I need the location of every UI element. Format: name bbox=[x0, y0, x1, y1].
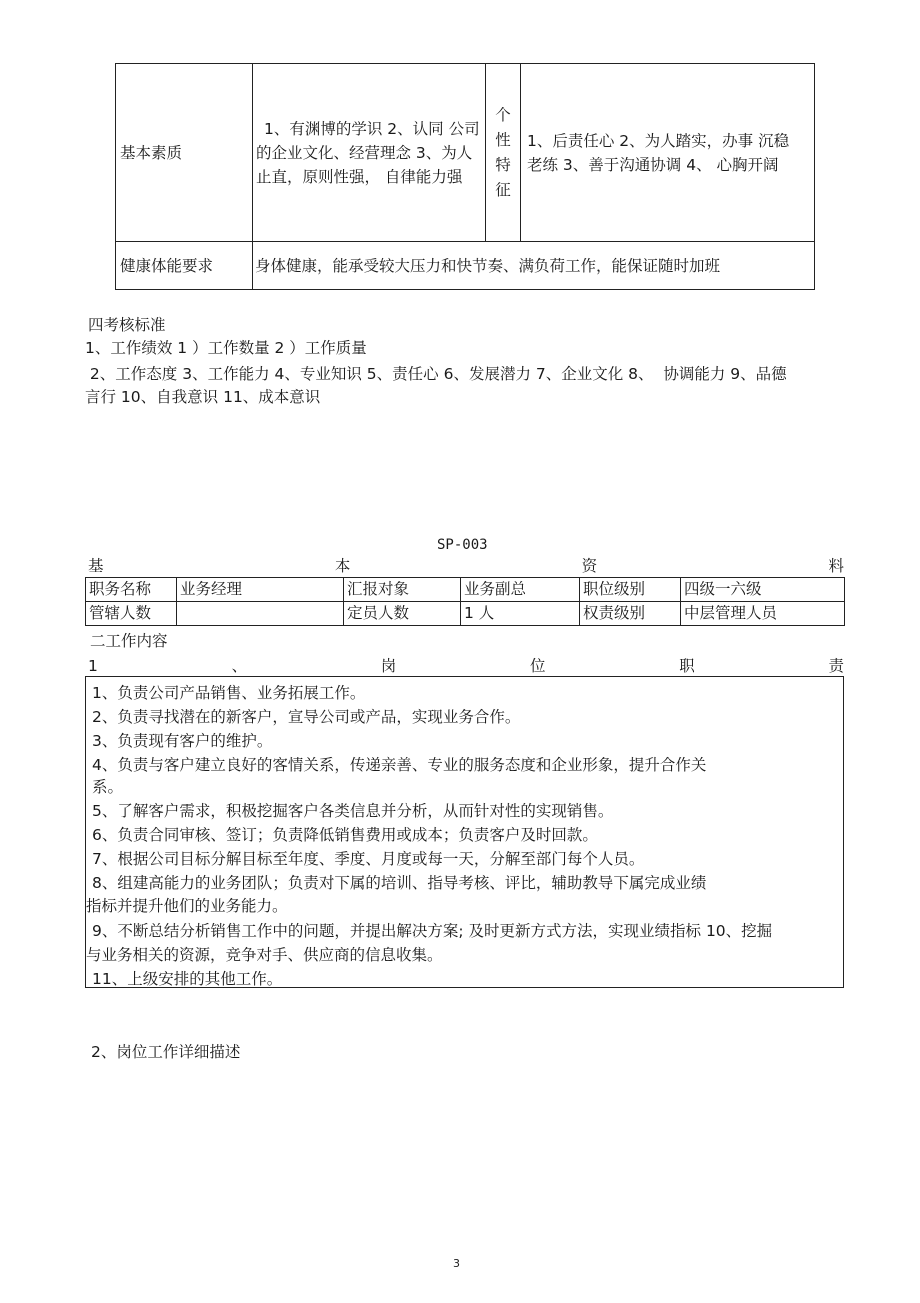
list-item: 系。 bbox=[92, 778, 124, 796]
duties-box bbox=[85, 676, 844, 988]
list-item: 7、根据公司目标分解目标至年度、季度、月度或每一天，分解至部门每个人员。 bbox=[92, 850, 645, 868]
health-content: 身体健康，能承受较大压力和快节奏、满负荷工作，能保证随时加班 bbox=[253, 242, 815, 290]
list-item: 与业务相关的资源，竞争对手、供应商的信息收集。 bbox=[86, 946, 443, 964]
list-item: 4、负责与客户建立良好的客情关系，传递亲善、专业的服务态度和企业形象，提升合作关 bbox=[92, 756, 707, 774]
list-item: 1、负责公司产品销售、业务拓展工作。 bbox=[92, 684, 366, 702]
list-item: 6、负责合同审核、签订；负责降低销售费用或成本；负责客户及时回款。 bbox=[92, 826, 598, 844]
table-row: 管辖人数 定员人数 1 人 权责级别 中层管理人员 bbox=[86, 602, 845, 626]
detail-heading: 2、岗位工作详细描述 bbox=[91, 1043, 241, 1061]
basic-info-table bbox=[85, 577, 845, 626]
quality-table bbox=[115, 63, 815, 290]
list-item: 8、组建高能力的业务团队；负责对下属的培训、指导考核、评比，辅助教导下属完成业绩 bbox=[92, 874, 707, 892]
basic-quality-content: 1、有渊博的学识 2、认同 公司 的企业文化、经营理念 3、为人 止直，原则性强， 自律能力强 bbox=[253, 64, 486, 242]
basic-quality-label: 基本素质 bbox=[116, 64, 253, 242]
list-item: 11、上级安排的其他工作。 bbox=[92, 970, 283, 988]
assessment-line-2: 2、工作态度 3、工作能力 4、专业知识 5、责任心 6、发展潜力 7、企业文化 8、 协调能力 9、品德 bbox=[85, 365, 787, 383]
basic-info-heading: 基 本 资 料 bbox=[88, 557, 844, 575]
page-number: 3 bbox=[453, 1257, 460, 1270]
list-item: 2、负责寻找潜在的新客户，宣导公司或产品，实现业务合作。 bbox=[92, 708, 521, 726]
table-row: 职务名称 业务经理 汇报对象 业务副总 职位级别 四级一六级 bbox=[86, 578, 845, 602]
assessment-heading: 四考核标准 bbox=[88, 316, 166, 334]
assessment-line-1: 1、工作绩效 1 ）工作数量 2 ）工作质量 bbox=[85, 339, 367, 357]
list-item: 指标并提升他们的业务能力。 bbox=[86, 897, 288, 915]
list-item: 9、不断总结分析销售工作中的问题，并提出解决方案; 及时更新方式方法，实现业绩指标 10、挖掘 bbox=[92, 922, 773, 940]
form-code: SP-003 bbox=[437, 537, 488, 553]
personality-label: 个 性 特 征 bbox=[486, 64, 521, 242]
list-item: 5、了解客户需求，积极挖掘客户各类信息并分析，从而针对性的实现销售。 bbox=[92, 802, 614, 820]
list-item: 3、负责现有客户的维护。 bbox=[92, 732, 273, 750]
duty-heading: 1 、 岗 位 职 责 bbox=[88, 657, 844, 675]
assessment-line-3: 言行 10、自我意识 11、成本意识 bbox=[85, 388, 321, 406]
personality-content: 1、后责任心 2、为人踏实，办事 沉稳 老练 3、善于沟通协调 4、 心胸开阔 bbox=[521, 64, 815, 242]
work-content-heading: 二工作内容 bbox=[90, 632, 168, 650]
health-label: 健康体能要求 bbox=[116, 242, 253, 290]
